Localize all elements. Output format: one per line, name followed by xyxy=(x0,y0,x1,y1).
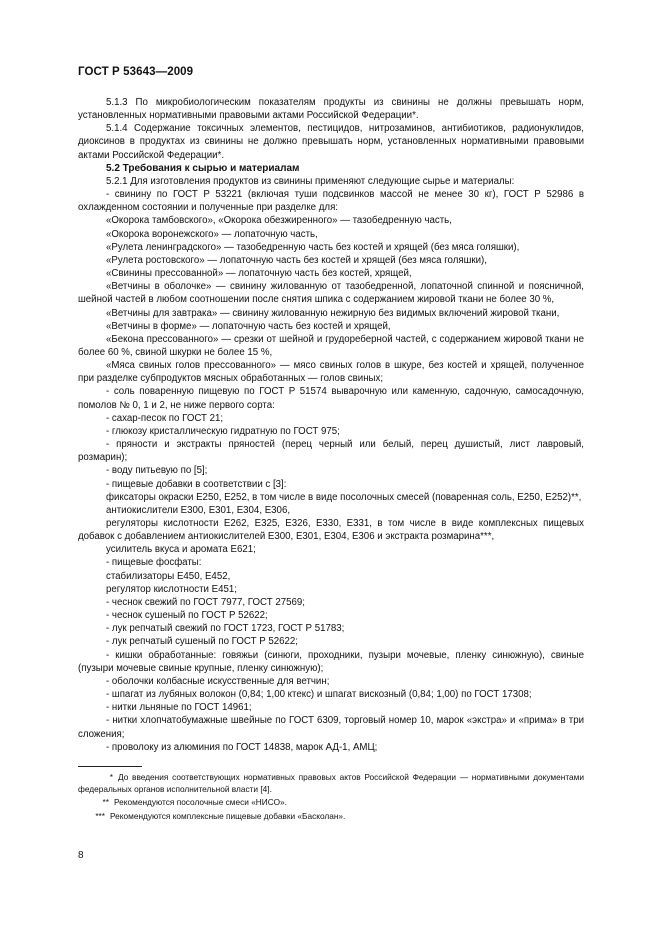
additive-color-fixers: фиксаторы окраски Е250, Е252, в том числе в виде посолочных смесей (поваренная соль, Е250, Е252)**, xyxy=(106,491,582,503)
footnote-3 xyxy=(78,811,584,823)
phosphate-acidity-regulator: регулятор кислотности Е451; xyxy=(106,583,237,595)
list-item-linen-thread: - нитки льняные по ГОСТ 14961; xyxy=(106,702,252,714)
cut-item-pressed-pork: «Свинины прессованной» — лопаточную часть без костей, хрящей, xyxy=(106,268,412,280)
list-item-pork: - свинину по ГОСТ Р 53221 (включая туши подсвинков массой не менее 30 кг), ГОСТ Р 52986 в охлажденном состоянии и полученные при разделке для: xyxy=(78,189,584,214)
list-item-dried-garlic: - чеснок сушеный по ГОСТ Р 52622; xyxy=(106,610,268,622)
page-number: 8 xyxy=(78,850,84,861)
cut-item-rostov-roll: «Рулета ростовского» — лопаточную часть без костей и хрящей (без мяса голяшки), xyxy=(106,254,487,266)
list-item-cotton-thread: - нитки хлопчатобумажные швейные по ГОСТ 6309, торговый номер 10, марок «экстра» и «прима» в три сложения; xyxy=(78,715,584,740)
document-header: ГОСТ Р 53643—2009 xyxy=(78,66,194,78)
footnote-1 xyxy=(78,772,584,795)
document-body xyxy=(78,96,584,754)
cut-item-molded-ham: «Ветчины в форме» — лопаточную часть без костей и хрящей, xyxy=(106,320,391,332)
footnote-mark: ** xyxy=(102,797,109,808)
cut-item-breakfast-ham: «Ветчины для завтрака» — свинину жилованную нежирную без видимых включений жировой ткани, xyxy=(106,307,560,319)
list-item-fresh-garlic: - чеснок свежий по ГОСТ 7977, ГОСТ 27569; xyxy=(106,596,305,608)
footnote-text: Рекомендуются посолочные смеси «НИСО». xyxy=(114,797,287,808)
additive-flavor-enhancer: усилитель вкуса и аромата Е621; xyxy=(106,544,256,556)
list-item-glucose: - глюкозу кристаллическую гидратную по ГОСТ 975; xyxy=(106,425,340,437)
list-item-dried-onion: - лук репчатый сушеный по ГОСТ Р 52622; xyxy=(106,636,298,648)
phosphate-stabilizers: стабилизаторы Е450, Е452, xyxy=(106,570,231,582)
cut-item-tambov-ham: «Окорока тамбовского», «Окорока обезжиренного» — тазобедренную часть, xyxy=(106,215,452,227)
footnote-2 xyxy=(78,797,584,809)
footnote-text: До введения соответствующих нормативных правовых актов Российской Федерации — нормативными документами федеральных органов исполнительной власти [4]. xyxy=(78,772,584,794)
cut-item-ham-in-casing: «Ветчины в оболочке» — свинину жилованную от тазобедренной, лопаточной спинной и поясничной, шейной частей в любом соотношении после снятия шпика с содержанием жировой ткани не более 30 %, xyxy=(78,281,584,306)
clause-5-1-3: 5.1.3 По микробиологическим показателям продукты из свинины не должны превышать норм, установленных нормативными правовыми актами Российской Федерации*. xyxy=(78,97,584,122)
additive-antioxidants: антиокислители Е300, Е301, Е304, Е306, xyxy=(106,504,291,516)
list-item-salt: - соль поваренную пищевую по ГОСТ Р 51574 выварочную или каменную, садочную, самосадочную, помолов № 0, 1 и 2, не ниже первого сорта: xyxy=(78,386,584,411)
footnotes xyxy=(78,772,584,824)
cut-item-voronezh-ham: «Окорока воронежского» — лопаточную часть, xyxy=(106,228,318,240)
footnote-text: Рекомендуются комплексные пищевые добавки «Басколан». xyxy=(110,810,346,821)
footnote-separator xyxy=(78,766,142,767)
additive-acidity-regulators: регуляторы кислотности Е262, Е325, Е326, Е330, Е331, в том числе в виде комплексных пищевых добавок с добавлением антиокислителей Е300, Е301, Е304, Е306 и экстракта розмарина***, xyxy=(78,518,584,543)
list-item-phosphates: - пищевые фосфаты: xyxy=(106,557,202,569)
list-item-fresh-onion: - лук репчатый свежий по ГОСТ 1723, ГОСТ Р 51783; xyxy=(106,623,345,635)
cut-item-leningrad-roll: «Рулета ленинградского» — тазобедренную часть без костей и хрящей (без мяса голяшки), xyxy=(106,241,520,253)
list-item-spices: - пряности и экстракты пряностей (перец черный или белый, перец душистый, лист лавровый, розмарин); xyxy=(78,439,584,464)
list-item-casings-artificial: - оболочки колбасные искусственные для ветчин; xyxy=(106,675,330,687)
list-item-food-additives: - пищевые добавки в соответствии с [3]: xyxy=(106,478,287,490)
list-item-casings-natural: - кишки обработанные: говяжьи (синюги, проходники, пузыри мочевые, пленку синюжную), свиные (пузыри мочевые свиные крупные, пленку синюжную); xyxy=(78,649,584,674)
list-item-twine: - шпагат из лубяных волокон (0,84; 1,00 ктекс) и шпагат вискозный (0,84; 1,00) по ГОСТ 17308; xyxy=(106,689,532,701)
footnote-mark: * xyxy=(109,772,113,782)
list-item-aluminium-wire: - проволоку из алюминия по ГОСТ 14838, марок АД-1, АМЦ; xyxy=(106,741,378,753)
clause-5-1-4: 5.1.4 Содержание токсичных элементов, пестицидов, нитрозаминов, антибиотиков, радионуклидов, диоксинов в продуктах из свинины не должно превышать норм, установленных нормативными правовыми актами Российской Федерации*. xyxy=(78,123,584,161)
cut-item-pressed-head-meat: «Мяса свиных голов прессованного» — мясо свиных голов в шкуре, без костей и хрящей, полученное при разделке субпродуктов мясных обработанных — голов свиных; xyxy=(78,360,584,385)
section-5-2-heading: 5.2 Требования к сырью и материалам xyxy=(106,162,300,174)
footnote-mark: *** xyxy=(95,810,105,821)
list-item-water: - воду питьевую по [5]; xyxy=(106,465,208,477)
cut-item-pressed-bacon: «Бекона прессованного» — срезки от шейной и грудореберной частей, с содержанием жировой ткани не более 60 %, свиной шкурки не более 15 %, xyxy=(78,333,584,358)
list-item-sugar: - сахар-песок по ГОСТ 21; xyxy=(106,412,224,424)
clause-5-2-1: 5.2.1 Для изготовления продуктов из свинины применяют следующие сырье и материалы: xyxy=(106,175,515,187)
